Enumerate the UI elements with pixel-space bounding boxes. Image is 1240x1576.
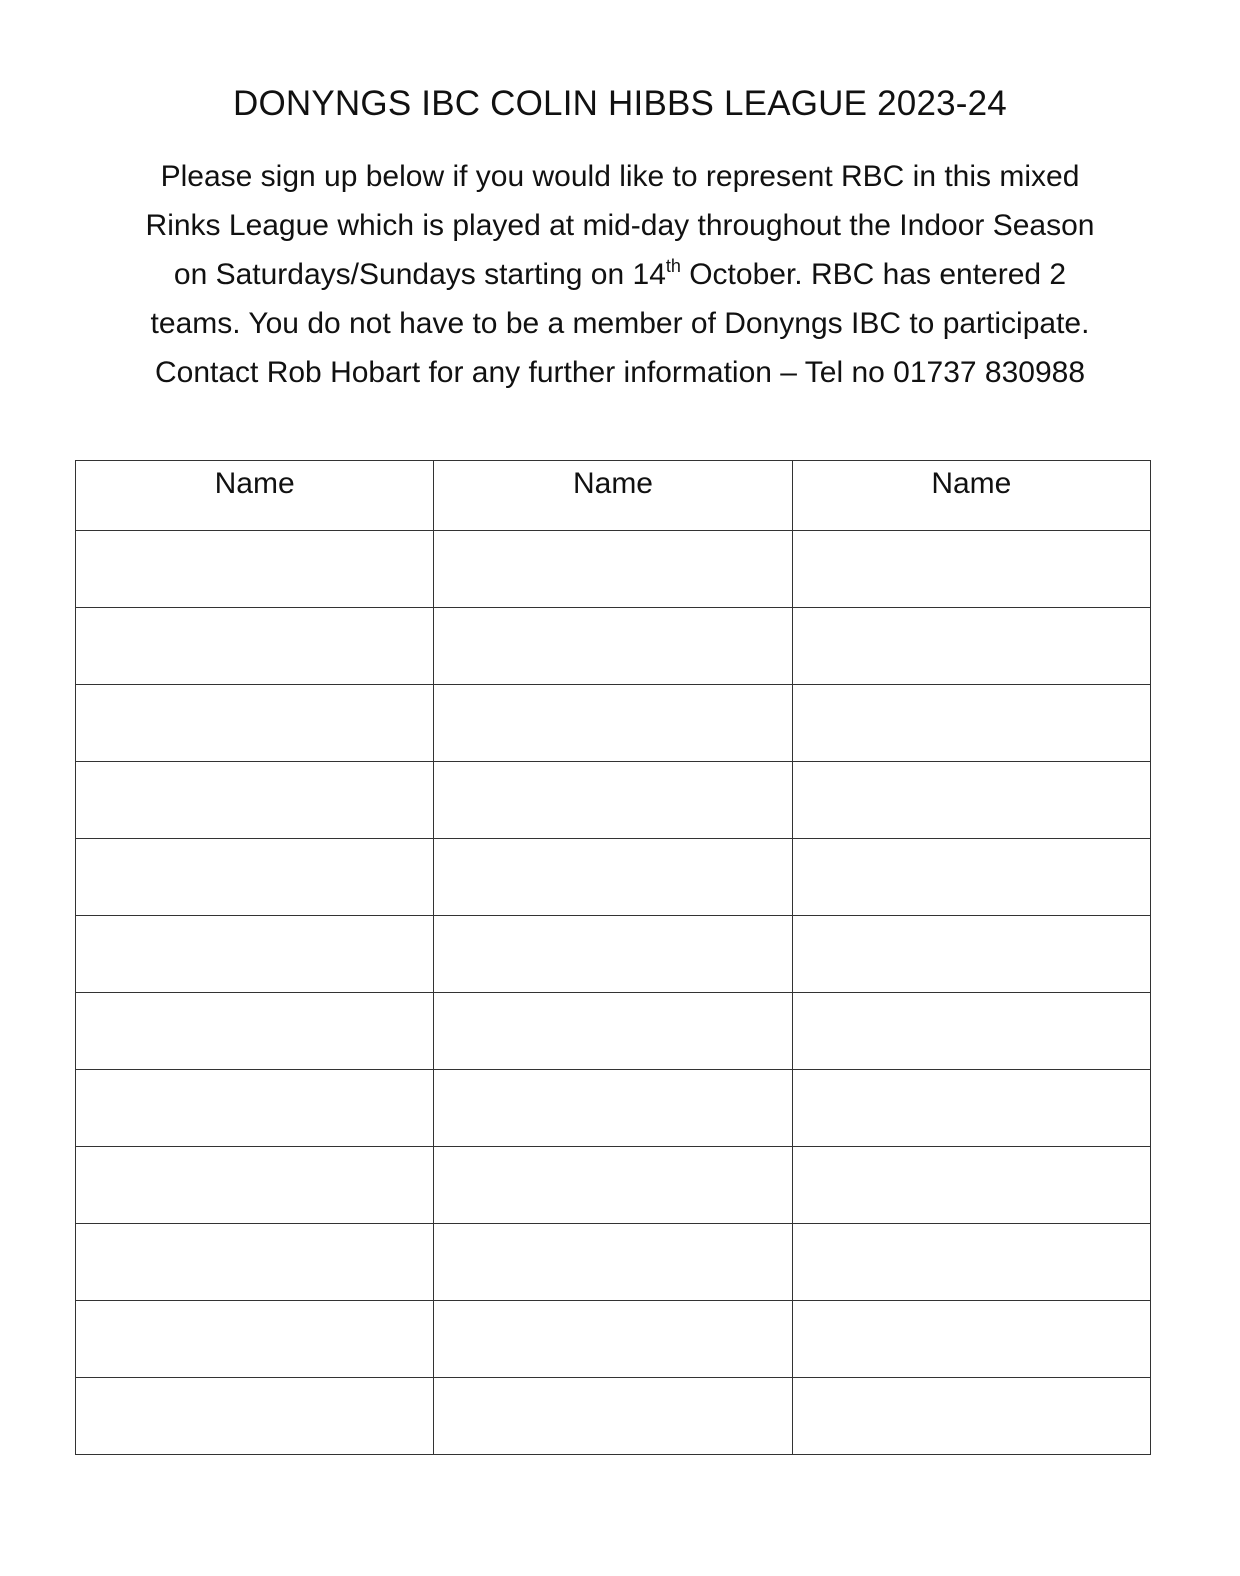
table-row [76, 762, 1151, 839]
table-row [76, 1378, 1151, 1455]
table-row [76, 916, 1151, 993]
name-entry-cell[interactable] [792, 685, 1150, 762]
name-entry-cell[interactable] [792, 762, 1150, 839]
name-entry-cell[interactable] [434, 1224, 792, 1301]
name-entry-cell[interactable] [792, 1378, 1150, 1455]
name-entry-cell[interactable] [434, 608, 792, 685]
name-entry-cell[interactable] [434, 1070, 792, 1147]
name-entry-cell[interactable] [434, 762, 792, 839]
table-row [76, 1301, 1151, 1378]
name-entry-cell[interactable] [76, 762, 434, 839]
name-entry-cell[interactable] [76, 916, 434, 993]
name-entry-cell[interactable] [434, 685, 792, 762]
column-header-name: Name [76, 461, 434, 531]
ordinal-suffix: th [665, 256, 681, 276]
table-row [76, 993, 1151, 1070]
name-entry-cell[interactable] [792, 608, 1150, 685]
name-entry-cell[interactable] [76, 1301, 434, 1378]
name-entry-cell[interactable] [76, 531, 434, 608]
name-entry-cell[interactable] [76, 608, 434, 685]
page-title: DONYNGS IBC COLIN HIBBS LEAGUE 2023-24 [233, 84, 1007, 123]
intro-line-text: on Saturdays/Sundays starting on 14 [173, 258, 666, 291]
table-row [76, 1224, 1151, 1301]
name-entry-cell[interactable] [76, 1070, 434, 1147]
intro-line-text: October. RBC has entered 2 [680, 258, 1067, 291]
intro-line: Contact Rob Hobart for any further information – Tel no 01737 830988 [154, 356, 1086, 389]
name-entry-cell[interactable] [76, 839, 434, 916]
column-header-name: Name [792, 461, 1150, 531]
name-entry-cell[interactable] [434, 916, 792, 993]
intro-line: Please sign up below if you would like to represent RBC in this mixed [160, 160, 1080, 193]
name-entry-cell[interactable] [76, 993, 434, 1070]
name-entry-cell[interactable] [792, 1070, 1150, 1147]
column-header-name: Name [434, 461, 792, 531]
table-row [76, 608, 1151, 685]
name-entry-cell[interactable] [434, 531, 792, 608]
name-entry-cell[interactable] [434, 1378, 792, 1455]
table-row [76, 1147, 1151, 1224]
name-entry-cell[interactable] [792, 916, 1150, 993]
name-entry-cell[interactable] [76, 1378, 434, 1455]
name-entry-cell[interactable] [792, 993, 1150, 1070]
name-entry-cell[interactable] [76, 685, 434, 762]
signup-table-body [76, 531, 1151, 1455]
table-row [76, 839, 1151, 916]
name-entry-cell[interactable] [792, 1224, 1150, 1301]
name-entry-cell[interactable] [76, 1147, 434, 1224]
table-row [76, 531, 1151, 608]
name-entry-cell[interactable] [792, 1147, 1150, 1224]
intro-paragraph [70, 152, 1170, 397]
table-header-row [76, 461, 1151, 531]
name-entry-cell[interactable] [76, 1224, 434, 1301]
intro-line: teams. You do not have to be a member of Donyngs IBC to participate. [150, 307, 1090, 340]
intro-line [70, 250, 1170, 299]
name-entry-cell[interactable] [792, 531, 1150, 608]
name-entry-cell[interactable] [434, 993, 792, 1070]
name-entry-cell[interactable] [434, 839, 792, 916]
name-entry-cell[interactable] [792, 1301, 1150, 1378]
table-row [76, 685, 1151, 762]
signup-table [75, 460, 1151, 1455]
table-row [76, 1070, 1151, 1147]
name-entry-cell[interactable] [434, 1301, 792, 1378]
intro-line: Rinks League which is played at mid-day throughout the Indoor Season [145, 209, 1095, 242]
name-entry-cell[interactable] [792, 839, 1150, 916]
name-entry-cell[interactable] [434, 1147, 792, 1224]
